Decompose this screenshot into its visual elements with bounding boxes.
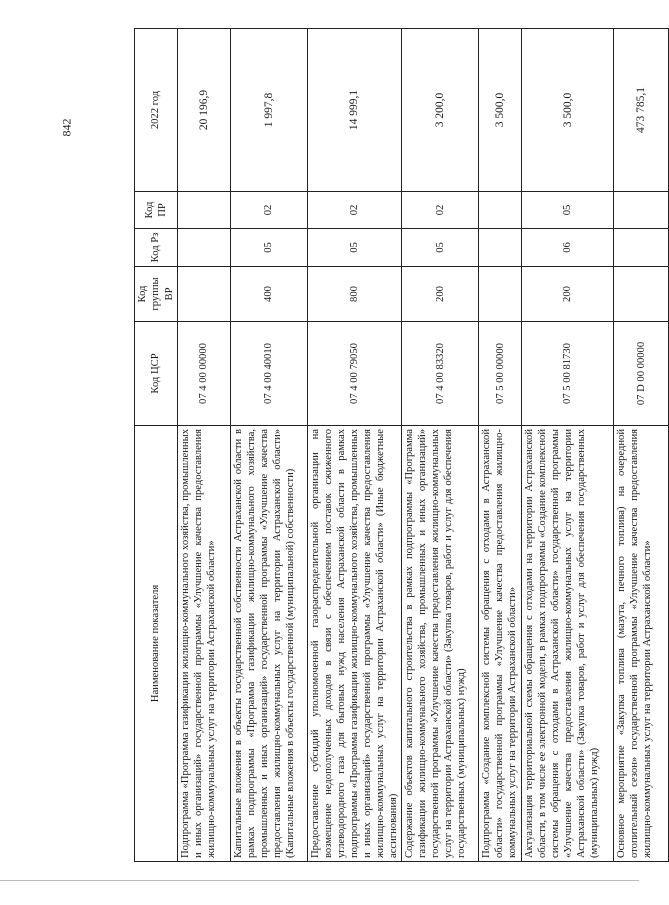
row-csr: 07 4 00 79050 bbox=[308, 322, 402, 426]
row-name: Подпрограмма «Программа газификации жилищно-коммунального хозяйства, промышленных и иных организаций» государственной программы «Улучшение качества предоставления жилищно-коммунальных услуг на территории Астраханской области» bbox=[178, 426, 231, 862]
row-name: Актуализация территориальной схемы обращения с отходами на территории Астраханской области, в том числе ее электронной модели, в рамках подпрограммы «Создание комплексной системы обращения с отходами в Астраханской области» государственной программы «Улучшение качества предоставления жилищно-коммунальных услуг на территории Астраханской области» (Закупка товаров, работ и услуг для обеспечения государственных (муниципальных) нужд) bbox=[522, 426, 614, 862]
row-year: 1 997,8 bbox=[231, 29, 308, 192]
row-pr bbox=[479, 192, 522, 229]
row-csr: 07 4 00 40010 bbox=[231, 322, 308, 426]
row-rz bbox=[479, 229, 522, 267]
row-csr: 07 5 00 00000 bbox=[479, 322, 522, 426]
row-name: Содержание объектов капитального строительства в рамках подпрограммы «Программа газификации жилищно-коммунального хозяйства, промышленных и иных организаций» государственной программы «Улучшение качества предоставления жилищно-коммунальных услуг на территории Астраханской области» (Закупка товаров, работ и услуг для обеспечения государственных (муниципальных) нужд) bbox=[402, 426, 479, 862]
table-row bbox=[308, 29, 402, 862]
row-name: Капитальные вложения в объекты государственной собственности Астраханской области в рамках подпрограммы «Программа газификации жилищно-коммунального хозяйства, промышленных и иных организаций» государственной программы «Улучшение качества предоставления жилищно-коммунальных услуг на территории Астраханской области» (Капитальные вложения в объекты государственной (муниципальной) собственности) bbox=[231, 426, 308, 862]
row-rz bbox=[178, 229, 231, 267]
page-number: 842 bbox=[59, 118, 74, 137]
row-rz: 05 bbox=[402, 229, 479, 267]
table-row bbox=[614, 29, 669, 862]
table-row bbox=[522, 29, 614, 862]
row-year: 20 196,9 bbox=[178, 29, 231, 192]
row-name: Основное мероприятие «Закупка топлива (мазута, печного топлива) на очередной отопительный сезон» государственной программы «Улучшение качества предоставления жилищно-коммунальных услуг на территории Астраханской области» bbox=[614, 426, 669, 862]
table-row bbox=[402, 29, 479, 862]
row-rz: 05 bbox=[308, 229, 402, 267]
row-year: 3 500,0 bbox=[522, 29, 614, 192]
table-row bbox=[231, 29, 308, 862]
header-name: Наименование показателя bbox=[135, 426, 178, 862]
header-pr: Код ПР bbox=[135, 192, 178, 229]
row-name: Подпрограмма «Создание комплексной системы обращения с отходами в Астраханской области» государственной программы «Улучшение качества предоставления жилищно-коммунальных услуг на территории Астраханской области» bbox=[479, 426, 522, 862]
row-pr: 02 bbox=[402, 192, 479, 229]
row-pr bbox=[178, 192, 231, 229]
table-row bbox=[479, 29, 522, 862]
row-vr bbox=[479, 267, 522, 322]
row-csr: 07 D 00 00000 bbox=[614, 322, 669, 426]
header-year: 2022 год bbox=[135, 29, 178, 192]
row-rz: 06 bbox=[522, 229, 614, 267]
row-csr: 07 5 00 81730 bbox=[522, 322, 614, 426]
row-vr: 200 bbox=[402, 267, 479, 322]
row-pr: 02 bbox=[308, 192, 402, 229]
rotated-table-container bbox=[134, 29, 654, 862]
row-vr: 800 bbox=[308, 267, 402, 322]
row-year: 14 999,1 bbox=[308, 29, 402, 192]
row-vr bbox=[178, 267, 231, 322]
row-pr bbox=[614, 192, 669, 229]
row-year: 3 500,0 bbox=[479, 29, 522, 192]
row-rz: 05 bbox=[231, 229, 308, 267]
row-rz bbox=[614, 229, 669, 267]
row-vr: 400 bbox=[231, 267, 308, 322]
header-rz: Код Рз bbox=[135, 229, 178, 267]
budget-table bbox=[134, 28, 669, 862]
row-name: Предоставление субсидий уполномоченной газораспределительной организации на возмещение недополученных доходов в связи с обеспечением поставок сжиженного углеводородного газа для бытовых нужд населения Астраханской области в рамках подпрограммы «Программа газификации жилищно-коммунального хозяйства, промышленных и иных организаций» государственной программы «Улучшение качества предоставления жилищно-коммунальных услуг на территории Астраханской области» (Иные бюджетные ассигнования) bbox=[308, 426, 402, 862]
row-pr: 05 bbox=[522, 192, 614, 229]
row-pr: 02 bbox=[231, 192, 308, 229]
table-row bbox=[178, 29, 231, 862]
table-header-row bbox=[135, 29, 178, 862]
row-csr: 07 4 00 00000 bbox=[178, 322, 231, 426]
row-year: 473 785,1 bbox=[614, 29, 669, 192]
page-bottom-edge bbox=[0, 880, 639, 881]
row-vr bbox=[614, 267, 669, 322]
row-vr: 200 bbox=[522, 267, 614, 322]
header-csr: Код ЦСР bbox=[135, 322, 178, 426]
row-year: 3 200,0 bbox=[402, 29, 479, 192]
row-csr: 07 4 00 83320 bbox=[402, 322, 479, 426]
header-vr: Код группы ВР bbox=[135, 267, 178, 322]
